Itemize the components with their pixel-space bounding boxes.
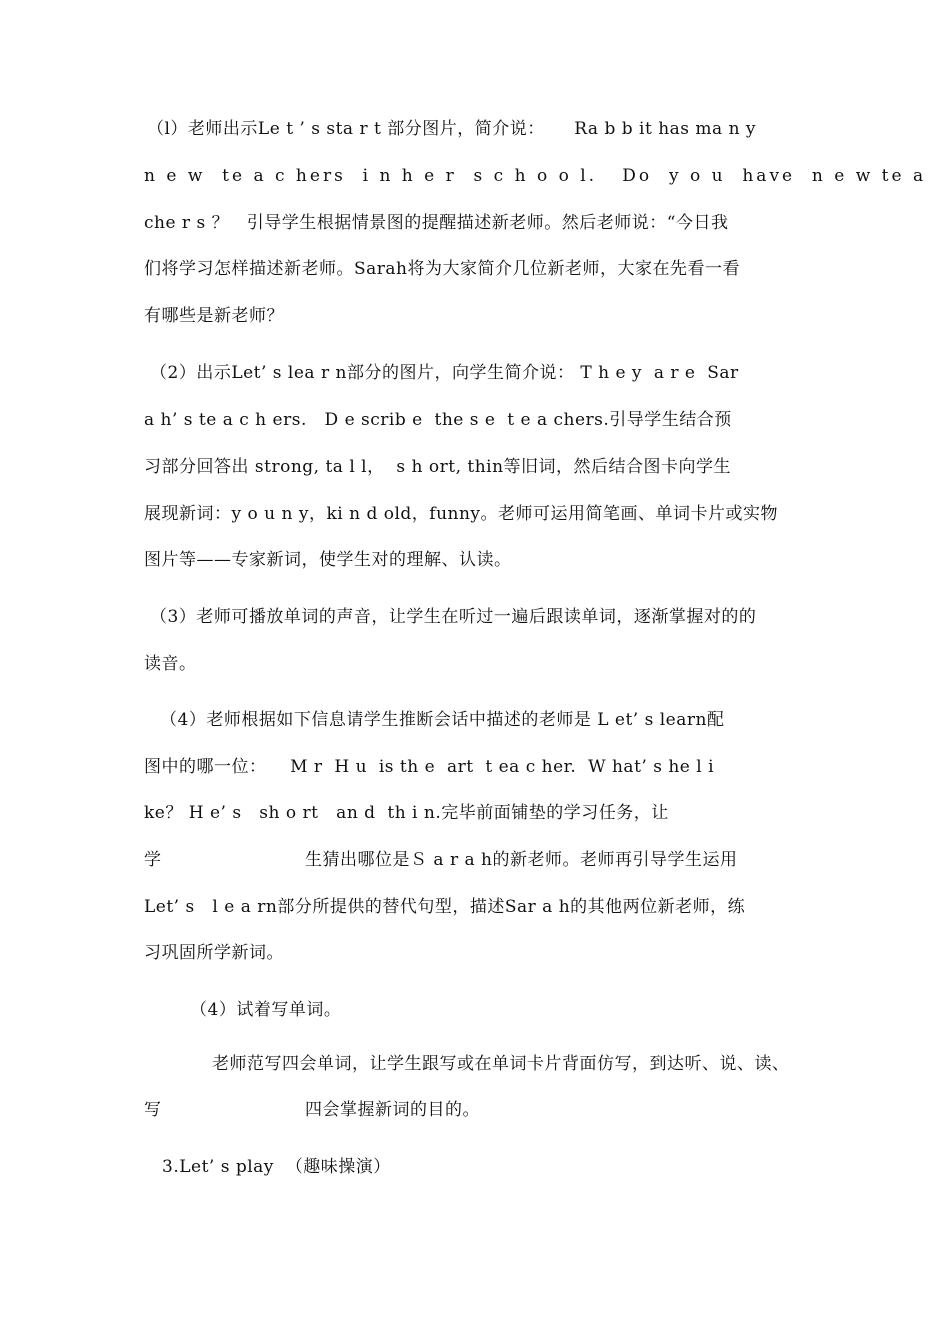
paragraph-1-line-1: （l）老师出示Le t ’ s sta r t 部分图片，简介说： Ra b b it has ma n y (147, 119, 757, 139)
paragraph-2-line-2: a h’ s te a c h ers. D e scrib e the s e t e a chers.引导学生结合预 (144, 410, 732, 430)
paragraph-1-line-3: che r s ？ 引导学生根据情景图的提醒描述新老师。然后老师说：“今日我 (144, 213, 729, 233)
paragraph-4-line-3: ke？ H e’ s sh o rt an d th i n.完毕前面铺垫的学习任务，让 (144, 803, 669, 823)
paragraph-3-line-1: （3）老师可播放单词的声音，让学生在听过一遍后跟读单词，逐渐掌握对的的 (150, 607, 757, 627)
paragraph-4-line-2: 图中的哪一位： M r H u is th e art t ea c her. W hat’ s he l i (144, 757, 715, 777)
paragraph-4-line-4-start: 学 (144, 850, 162, 870)
paragraph-2-line-3: 习部分回答出 strong, ta l l， s h ort, thin等旧词，然后结合图卡向学生 (144, 457, 732, 477)
paragraph-4-line-1: （4）老师根据如下信息请学生推断会话中描述的老师是 L et’ s learn配 (160, 710, 725, 730)
paragraph-5-line-1: 老师范写四会单词，让学生跟写或在单词卡片背面仿写，到达听、说、读、 (212, 1054, 790, 1074)
paragraph-5-line-2-start: 写 (144, 1100, 162, 1120)
paragraph-2-line-5: 图片等——专家新词，使学生对的理解、认读。 (144, 550, 512, 570)
paragraph-1-line-4: 们将学习怎样描述新老师。Sarah将为大家简介几位新老师，大家在先看一看 (144, 259, 740, 279)
paragraph-4-line-5: Let’ s l e a rn部分所提供的替代句型，描述Sar a h的其他两位新老师，练 (144, 897, 746, 917)
paragraph-2-line-1: （2）出示Let’ s lea r n部分的图片，向学生简介说： T h e y a r e Sar (150, 363, 739, 383)
section-heading-write-words: （4）试着写单词。 (190, 1000, 342, 1020)
paragraph-1-line-5: 有哪些是新老师？ (144, 306, 284, 326)
section-heading-lets-play: 3.Let’ s play （趣味操演） (162, 1157, 391, 1177)
paragraph-5-line-2-end: 四会掌握新词的目的。 (305, 1100, 480, 1120)
paragraph-1-line-2: n e w te a c hers i n h e r s c h o o l. Do y o u have n e w te a (144, 166, 927, 186)
paragraph-3-line-2: 读音。 (144, 654, 197, 674)
paragraph-4-line-4-end: 生猜出哪位是Ｓ a r a h的新老师。老师再引导学生运用 (305, 850, 738, 870)
paragraph-2-line-4: 展现新词：y o u n y，ki n d old，funny。老师可运用简笔画、单词卡片或实物 (144, 504, 779, 524)
paragraph-4-line-6: 习巩固所学新词。 (144, 943, 284, 963)
